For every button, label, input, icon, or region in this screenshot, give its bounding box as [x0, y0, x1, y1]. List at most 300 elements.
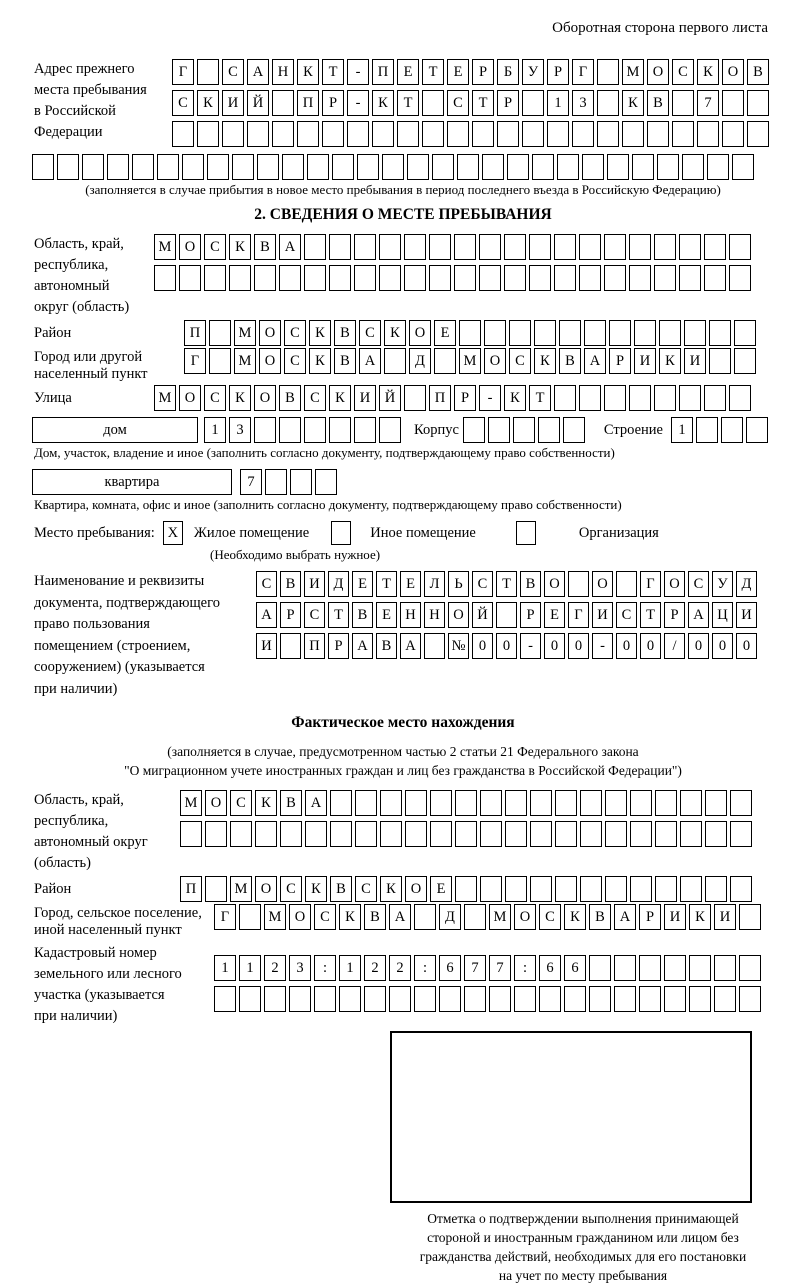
form-cell[interactable]: [489, 986, 511, 1012]
form-cell[interactable]: -: [347, 59, 369, 85]
form-cell[interactable]: Й: [247, 90, 269, 116]
form-cell[interactable]: [209, 348, 231, 374]
form-cell[interactable]: Р: [547, 59, 569, 85]
form-cell[interactable]: [497, 121, 519, 147]
form-cell[interactable]: К: [689, 904, 711, 930]
form-cell[interactable]: [405, 790, 427, 816]
form-cell[interactable]: 0: [544, 633, 565, 659]
form-cell[interactable]: 1: [547, 90, 569, 116]
form-cell[interactable]: К: [534, 348, 556, 374]
form-cell[interactable]: В: [747, 59, 769, 85]
form-cell[interactable]: [82, 154, 104, 180]
form-cell[interactable]: М: [489, 904, 511, 930]
form-cell[interactable]: [405, 821, 427, 847]
form-cell[interactable]: [730, 821, 752, 847]
form-cell[interactable]: Т: [328, 602, 349, 628]
form-cell[interactable]: [254, 417, 276, 443]
form-cell[interactable]: Г: [572, 59, 594, 85]
form-cell[interactable]: [404, 265, 426, 291]
form-cell[interactable]: П: [372, 59, 394, 85]
form-cell[interactable]: С: [230, 790, 252, 816]
form-cell[interactable]: Ц: [712, 602, 733, 628]
form-cell[interactable]: Р: [472, 59, 494, 85]
form-cell[interactable]: М: [234, 320, 256, 346]
form-cell[interactable]: А: [305, 790, 327, 816]
form-cell[interactable]: С: [509, 348, 531, 374]
form-cell[interactable]: [330, 790, 352, 816]
form-cell[interactable]: [463, 417, 485, 443]
form-cell[interactable]: У: [522, 59, 544, 85]
form-cell[interactable]: [582, 154, 604, 180]
form-cell[interactable]: [179, 265, 201, 291]
form-cell[interactable]: [547, 121, 569, 147]
form-cell[interactable]: Н: [272, 59, 294, 85]
form-cell[interactable]: С: [204, 385, 226, 411]
form-cell[interactable]: Р: [322, 90, 344, 116]
form-cell[interactable]: [504, 265, 526, 291]
form-cell[interactable]: А: [352, 633, 373, 659]
form-cell[interactable]: [746, 417, 768, 443]
form-cell[interactable]: [339, 986, 361, 1012]
form-cell[interactable]: [655, 876, 677, 902]
form-cell[interactable]: Е: [400, 571, 421, 597]
form-cell[interactable]: П: [304, 633, 325, 659]
form-cell[interactable]: Н: [400, 602, 421, 628]
form-cell[interactable]: [721, 417, 743, 443]
form-cell[interactable]: К: [255, 790, 277, 816]
form-cell[interactable]: Е: [430, 876, 452, 902]
form-cell[interactable]: К: [380, 876, 402, 902]
form-cell[interactable]: [739, 955, 761, 981]
form-cell[interactable]: 1: [671, 417, 693, 443]
form-cell[interactable]: С: [472, 571, 493, 597]
form-cell[interactable]: Т: [322, 59, 344, 85]
form-cell[interactable]: [680, 821, 702, 847]
form-cell[interactable]: В: [352, 602, 373, 628]
form-cell[interactable]: 0: [568, 633, 589, 659]
form-cell[interactable]: [455, 821, 477, 847]
form-cell[interactable]: [459, 320, 481, 346]
form-cell[interactable]: Е: [544, 602, 565, 628]
form-cell[interactable]: К: [622, 90, 644, 116]
form-cell[interactable]: [659, 320, 681, 346]
form-cell[interactable]: И: [736, 602, 757, 628]
form-cell[interactable]: [714, 955, 736, 981]
form-cell[interactable]: [564, 986, 586, 1012]
form-cell[interactable]: [422, 121, 444, 147]
form-cell[interactable]: О: [205, 790, 227, 816]
form-cell[interactable]: Г: [184, 348, 206, 374]
form-cell[interactable]: О: [484, 348, 506, 374]
form-cell[interactable]: М: [234, 348, 256, 374]
form-cell[interactable]: [107, 154, 129, 180]
form-cell[interactable]: С: [172, 90, 194, 116]
checkbox-cell[interactable]: [516, 521, 536, 545]
form-cell[interactable]: [729, 385, 751, 411]
form-cell[interactable]: [607, 154, 629, 180]
form-cell[interactable]: [355, 790, 377, 816]
form-cell[interactable]: [654, 234, 676, 260]
form-cell[interactable]: В: [559, 348, 581, 374]
form-cell[interactable]: П: [184, 320, 206, 346]
form-cell[interactable]: [580, 790, 602, 816]
form-cell[interactable]: [429, 234, 451, 260]
form-cell[interactable]: Р: [639, 904, 661, 930]
form-cell[interactable]: [382, 154, 404, 180]
form-cell[interactable]: -: [592, 633, 613, 659]
form-cell[interactable]: [534, 320, 556, 346]
form-cell[interactable]: [272, 90, 294, 116]
form-cell[interactable]: К: [697, 59, 719, 85]
form-cell[interactable]: [555, 876, 577, 902]
form-cell[interactable]: С: [616, 602, 637, 628]
form-cell[interactable]: Р: [520, 602, 541, 628]
form-cell[interactable]: Н: [424, 602, 445, 628]
form-cell[interactable]: [739, 986, 761, 1012]
form-cell[interactable]: 0: [688, 633, 709, 659]
form-cell[interactable]: [205, 876, 227, 902]
form-cell[interactable]: В: [280, 571, 301, 597]
form-cell[interactable]: 6: [439, 955, 461, 981]
form-cell[interactable]: [680, 790, 702, 816]
form-cell[interactable]: О: [647, 59, 669, 85]
form-cell[interactable]: [704, 265, 726, 291]
form-cell[interactable]: В: [364, 904, 386, 930]
form-cell[interactable]: П: [180, 876, 202, 902]
form-cell[interactable]: А: [400, 633, 421, 659]
form-cell[interactable]: В: [330, 876, 352, 902]
form-cell[interactable]: 0: [640, 633, 661, 659]
form-cell[interactable]: [655, 821, 677, 847]
form-cell[interactable]: [305, 821, 327, 847]
form-cell[interactable]: Р: [664, 602, 685, 628]
form-cell[interactable]: В: [279, 385, 301, 411]
form-cell[interactable]: :: [314, 955, 336, 981]
form-cell[interactable]: [634, 320, 656, 346]
form-cell[interactable]: [479, 265, 501, 291]
form-cell[interactable]: 3: [289, 955, 311, 981]
form-cell[interactable]: Й: [472, 602, 493, 628]
form-cell[interactable]: К: [229, 234, 251, 260]
form-cell[interactable]: 1: [239, 955, 261, 981]
form-cell[interactable]: Г: [214, 904, 236, 930]
form-cell[interactable]: О: [448, 602, 469, 628]
form-cell[interactable]: [557, 154, 579, 180]
form-cell[interactable]: [379, 234, 401, 260]
form-cell[interactable]: Г: [640, 571, 661, 597]
form-cell[interactable]: О: [255, 876, 277, 902]
form-cell[interactable]: [479, 234, 501, 260]
form-cell[interactable]: [722, 90, 744, 116]
form-cell[interactable]: [247, 121, 269, 147]
form-cell[interactable]: [264, 986, 286, 1012]
form-cell[interactable]: В: [520, 571, 541, 597]
form-cell[interactable]: [647, 121, 669, 147]
form-cell[interactable]: А: [359, 348, 381, 374]
form-cell[interactable]: Е: [352, 571, 373, 597]
form-cell[interactable]: [432, 154, 454, 180]
checkbox-cell[interactable]: [331, 521, 351, 545]
form-cell[interactable]: К: [309, 348, 331, 374]
form-cell[interactable]: [522, 90, 544, 116]
form-cell[interactable]: [654, 385, 676, 411]
form-cell[interactable]: С: [447, 90, 469, 116]
form-cell[interactable]: [480, 876, 502, 902]
form-cell[interactable]: К: [659, 348, 681, 374]
form-cell[interactable]: М: [154, 234, 176, 260]
form-cell[interactable]: -: [520, 633, 541, 659]
form-cell[interactable]: [496, 602, 517, 628]
form-cell[interactable]: [464, 986, 486, 1012]
form-cell[interactable]: [657, 154, 679, 180]
form-cell[interactable]: Р: [280, 602, 301, 628]
form-cell[interactable]: 0: [496, 633, 517, 659]
form-cell[interactable]: [280, 633, 301, 659]
form-cell[interactable]: [555, 790, 577, 816]
form-cell[interactable]: [597, 90, 619, 116]
form-cell[interactable]: А: [584, 348, 606, 374]
form-cell[interactable]: М: [230, 876, 252, 902]
form-cell[interactable]: [579, 234, 601, 260]
form-cell[interactable]: [509, 320, 531, 346]
form-cell[interactable]: [655, 790, 677, 816]
form-cell[interactable]: 6: [564, 955, 586, 981]
form-cell[interactable]: [629, 385, 651, 411]
form-cell[interactable]: К: [564, 904, 586, 930]
form-cell[interactable]: [580, 876, 602, 902]
form-cell[interactable]: Р: [328, 633, 349, 659]
form-cell[interactable]: [157, 154, 179, 180]
form-cell[interactable]: [563, 417, 585, 443]
form-cell[interactable]: К: [504, 385, 526, 411]
form-cell[interactable]: [504, 234, 526, 260]
form-cell[interactable]: [539, 986, 561, 1012]
form-cell[interactable]: [709, 320, 731, 346]
form-cell[interactable]: [380, 821, 402, 847]
form-cell[interactable]: [354, 234, 376, 260]
form-cell[interactable]: [630, 821, 652, 847]
form-cell[interactable]: О: [289, 904, 311, 930]
form-cell[interactable]: [439, 986, 461, 1012]
form-cell[interactable]: Б: [497, 59, 519, 85]
form-cell[interactable]: С: [672, 59, 694, 85]
form-cell[interactable]: [407, 154, 429, 180]
form-cell[interactable]: [484, 320, 506, 346]
form-cell[interactable]: [529, 234, 551, 260]
form-cell[interactable]: Д: [409, 348, 431, 374]
form-cell[interactable]: 7: [697, 90, 719, 116]
form-cell[interactable]: [304, 265, 326, 291]
form-cell[interactable]: [616, 571, 637, 597]
form-cell[interactable]: А: [256, 602, 277, 628]
form-cell[interactable]: [729, 234, 751, 260]
form-cell[interactable]: [232, 154, 254, 180]
form-cell[interactable]: А: [614, 904, 636, 930]
form-cell[interactable]: Е: [447, 59, 469, 85]
form-cell[interactable]: [704, 234, 726, 260]
form-cell[interactable]: [384, 348, 406, 374]
form-cell[interactable]: [609, 320, 631, 346]
form-cell[interactable]: [714, 986, 736, 1012]
form-cell[interactable]: [454, 265, 476, 291]
form-cell[interactable]: С: [304, 602, 325, 628]
form-cell[interactable]: [480, 790, 502, 816]
form-cell[interactable]: [555, 821, 577, 847]
form-cell[interactable]: [222, 121, 244, 147]
form-cell[interactable]: М: [180, 790, 202, 816]
form-cell[interactable]: С: [304, 385, 326, 411]
form-cell[interactable]: [132, 154, 154, 180]
form-cell[interactable]: О: [592, 571, 613, 597]
form-cell[interactable]: [414, 904, 436, 930]
form-cell[interactable]: [307, 154, 329, 180]
form-cell[interactable]: [404, 385, 426, 411]
form-cell[interactable]: [205, 821, 227, 847]
form-cell[interactable]: Р: [609, 348, 631, 374]
form-cell[interactable]: [488, 417, 510, 443]
form-cell[interactable]: [472, 121, 494, 147]
form-cell[interactable]: [672, 90, 694, 116]
form-cell[interactable]: [282, 154, 304, 180]
form-cell[interactable]: К: [305, 876, 327, 902]
form-cell[interactable]: И: [222, 90, 244, 116]
form-cell[interactable]: [404, 234, 426, 260]
form-cell[interactable]: О: [259, 348, 281, 374]
form-cell[interactable]: Л: [424, 571, 445, 597]
form-cell[interactable]: [254, 265, 276, 291]
form-cell[interactable]: [679, 234, 701, 260]
form-cell[interactable]: [705, 790, 727, 816]
form-cell[interactable]: [705, 876, 727, 902]
form-cell[interactable]: [464, 904, 486, 930]
form-cell[interactable]: С: [284, 348, 306, 374]
form-cell[interactable]: П: [297, 90, 319, 116]
form-cell[interactable]: [314, 986, 336, 1012]
form-cell[interactable]: [630, 790, 652, 816]
form-cell[interactable]: [389, 986, 411, 1012]
form-cell[interactable]: [554, 385, 576, 411]
form-cell[interactable]: -: [347, 90, 369, 116]
form-cell[interactable]: 6: [539, 955, 561, 981]
form-cell[interactable]: К: [197, 90, 219, 116]
form-cell[interactable]: [355, 821, 377, 847]
form-cell[interactable]: [513, 417, 535, 443]
form-cell[interactable]: [414, 986, 436, 1012]
form-cell[interactable]: И: [354, 385, 376, 411]
form-cell[interactable]: [579, 265, 601, 291]
form-cell[interactable]: [614, 986, 636, 1012]
form-cell[interactable]: [357, 154, 379, 180]
form-cell[interactable]: 3: [572, 90, 594, 116]
form-cell[interactable]: [580, 821, 602, 847]
form-cell[interactable]: 7: [489, 955, 511, 981]
form-cell[interactable]: [554, 234, 576, 260]
form-cell[interactable]: [729, 265, 751, 291]
form-cell[interactable]: [732, 154, 754, 180]
form-cell[interactable]: [514, 986, 536, 1012]
form-cell[interactable]: [354, 265, 376, 291]
form-cell[interactable]: [597, 121, 619, 147]
form-cell[interactable]: [434, 348, 456, 374]
form-cell[interactable]: [589, 955, 611, 981]
form-cell[interactable]: 0: [472, 633, 493, 659]
form-cell[interactable]: Й: [379, 385, 401, 411]
form-cell[interactable]: [697, 121, 719, 147]
form-cell[interactable]: [279, 265, 301, 291]
form-cell[interactable]: :: [414, 955, 436, 981]
form-cell[interactable]: [696, 417, 718, 443]
form-cell[interactable]: М: [622, 59, 644, 85]
form-cell[interactable]: О: [179, 234, 201, 260]
form-cell[interactable]: О: [722, 59, 744, 85]
form-cell[interactable]: [457, 154, 479, 180]
form-cell[interactable]: И: [634, 348, 656, 374]
form-cell[interactable]: :: [514, 955, 536, 981]
form-cell[interactable]: [672, 121, 694, 147]
form-cell[interactable]: [329, 265, 351, 291]
form-cell[interactable]: [730, 876, 752, 902]
form-cell[interactable]: С: [222, 59, 244, 85]
form-cell[interactable]: И: [684, 348, 706, 374]
form-cell[interactable]: [522, 121, 544, 147]
form-cell[interactable]: 1: [214, 955, 236, 981]
form-cell[interactable]: [664, 955, 686, 981]
form-cell[interactable]: [482, 154, 504, 180]
form-cell[interactable]: [329, 234, 351, 260]
form-cell[interactable]: [207, 154, 229, 180]
form-cell[interactable]: О: [259, 320, 281, 346]
form-cell[interactable]: 3: [229, 417, 251, 443]
form-cell[interactable]: [530, 790, 552, 816]
form-cell[interactable]: [429, 265, 451, 291]
form-cell[interactable]: В: [647, 90, 669, 116]
form-cell[interactable]: К: [297, 59, 319, 85]
form-cell[interactable]: [397, 121, 419, 147]
form-cell[interactable]: [330, 821, 352, 847]
form-cell[interactable]: В: [280, 790, 302, 816]
form-cell[interactable]: [505, 876, 527, 902]
form-cell[interactable]: [265, 469, 287, 495]
form-cell[interactable]: А: [279, 234, 301, 260]
form-cell[interactable]: [682, 154, 704, 180]
form-cell[interactable]: В: [376, 633, 397, 659]
form-cell[interactable]: 7: [464, 955, 486, 981]
form-cell[interactable]: [689, 986, 711, 1012]
form-cell[interactable]: Т: [640, 602, 661, 628]
form-cell[interactable]: [579, 385, 601, 411]
form-cell[interactable]: А: [688, 602, 709, 628]
form-cell[interactable]: [380, 790, 402, 816]
form-cell[interactable]: [530, 821, 552, 847]
form-cell[interactable]: [605, 821, 627, 847]
form-cell[interactable]: [364, 986, 386, 1012]
form-cell[interactable]: [455, 876, 477, 902]
form-cell[interactable]: [747, 121, 769, 147]
form-cell[interactable]: [354, 417, 376, 443]
form-cell[interactable]: [430, 790, 452, 816]
form-cell[interactable]: В: [334, 320, 356, 346]
form-cell[interactable]: [455, 790, 477, 816]
form-cell[interactable]: [505, 790, 527, 816]
form-cell[interactable]: [632, 154, 654, 180]
form-cell[interactable]: [734, 348, 756, 374]
form-cell[interactable]: [604, 385, 626, 411]
form-cell[interactable]: [322, 121, 344, 147]
form-cell[interactable]: Д: [328, 571, 349, 597]
form-cell[interactable]: [684, 320, 706, 346]
form-cell[interactable]: 0: [736, 633, 757, 659]
form-cell[interactable]: [554, 265, 576, 291]
